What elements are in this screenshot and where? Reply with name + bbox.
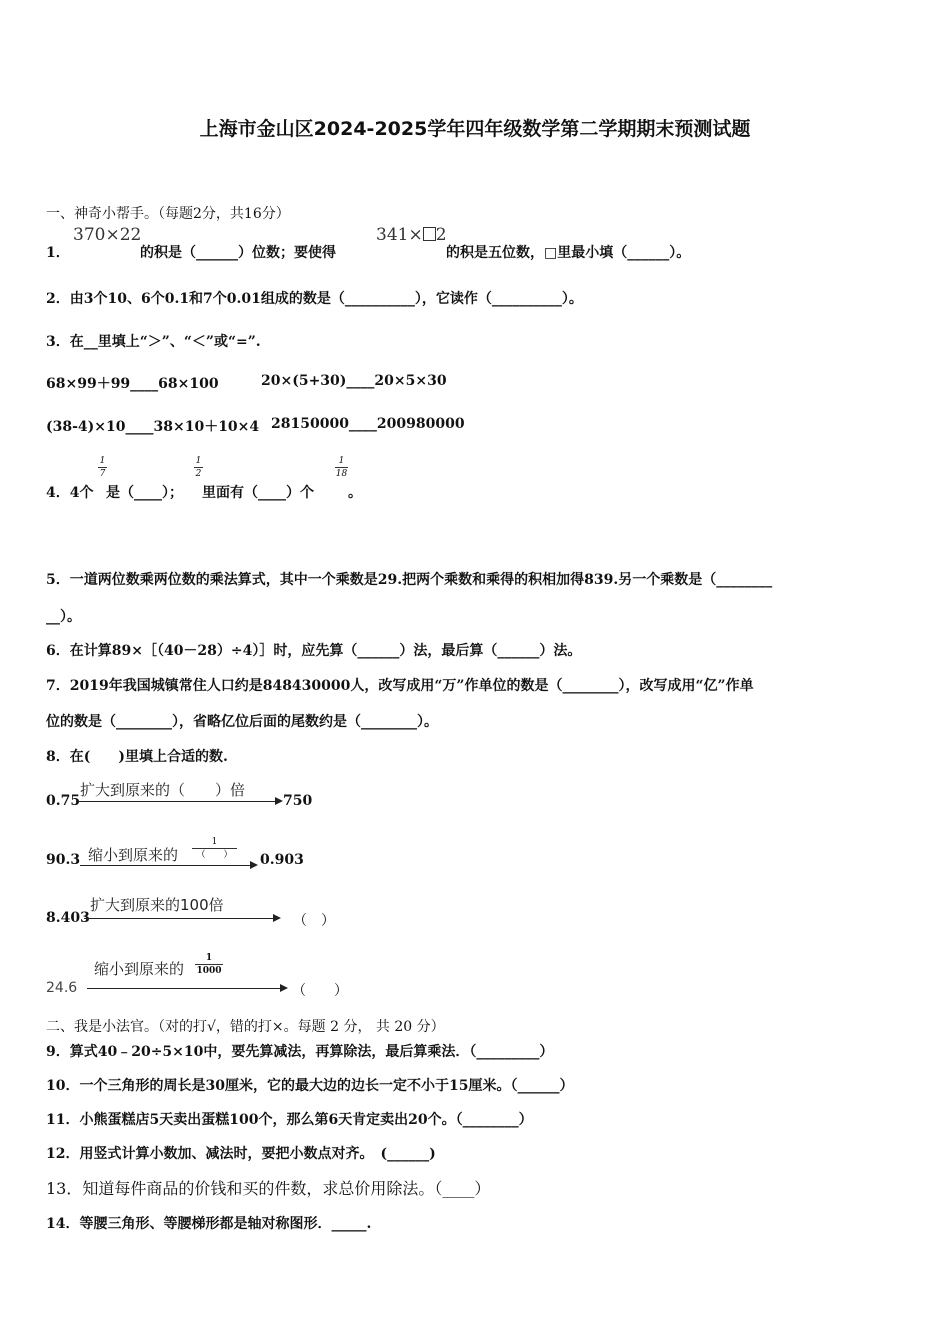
question-14: 14．等腰三角形、等腰梯形都是轴对称图形．_____. [46, 1216, 372, 1232]
q4-part3: 里面有（____）个 [202, 485, 314, 501]
q8-row3-end: （ ） [293, 913, 335, 929]
q4-f2-denominator: 2 [195, 469, 202, 479]
q4-fraction-2 [194, 456, 203, 479]
section-2-heading: 二、我是小法官。（对的打√，错的打×。每题 2 分， 共 20 分） [46, 1019, 445, 1035]
question-7-line-2: 位的数是（________），省略亿位后面的尾数约是（________）。 [46, 714, 438, 730]
q8-row2-start: 90.3 [46, 852, 81, 868]
q4-part4: 。 [348, 485, 362, 501]
q8-row2-fraction [192, 837, 237, 860]
question-2: 2．由3个10、6个0.1和7个0.01组成的数是（__________），它读作（__________）。 [46, 291, 583, 307]
q1-end-text: 的积是五位数，□里最小填（______）。 [446, 245, 691, 261]
q4-f3-numerator: 1 [338, 456, 345, 466]
q8-row2-label: 缩小到原来的 [88, 846, 179, 864]
q8-row3-start: 8.403 [46, 910, 90, 926]
question-9: 9．算式40﹣20÷5×10中，要先算减法，再算除法，最后算乘法．（_________） [46, 1044, 554, 1060]
question-12: 12．用竖式计算小数加、减法时，要把小数点对齐。 (______) [46, 1146, 436, 1162]
q8-row4-start: 24.6 [46, 980, 78, 996]
page-title: 上海市金山区2024-2025学年四年级数学第二学期期末预测试题 [199, 118, 751, 140]
q4-part1: 4．4个 [46, 485, 94, 501]
q3-row1-a: 68×99＋99____68×100 [46, 376, 219, 392]
q3-row2-b: 28150000____200980000 [271, 416, 465, 432]
q4-fraction-3 [335, 456, 348, 479]
q8-row2-frac-denominator: （ ） [196, 850, 233, 860]
q8-row1-label: 扩大到原来的（ ）倍 [80, 781, 246, 799]
question-5-line-1: 5．一道两位数乘两位数的乘法算式，其中一个乘数是29.把两个乘数和乘得的积相加得839.另一个乘数是（________ [46, 572, 773, 588]
q4-f1-numerator: 1 [99, 456, 106, 466]
q8-row3-arrow [84, 918, 279, 919]
q4-f2-numerator: 1 [195, 456, 202, 466]
q8-row3-label: 扩大到原来的100倍 [90, 896, 224, 914]
q4-f3-denominator: 18 [335, 469, 348, 479]
q1-middle-text: 的积是（______）位数；要使得 [140, 245, 336, 261]
question-5-line-2: __）。 [46, 609, 81, 625]
q8-row4-end: （ ） [292, 983, 348, 999]
q1-expr2-left: 341× [376, 225, 423, 245]
q3-row1-b: 20×(5+30)____20×5×30 [261, 373, 447, 389]
question-7-line-1: 7．2019年我国城镇常住人口约是848430000人，改写成用“万”作单位的数是（________），改写成用“亿”作单 [46, 678, 754, 694]
q8-row2-arrow [80, 865, 256, 866]
q8-row1-end: 750 [283, 793, 313, 809]
q1-expression-2 [376, 225, 447, 245]
question-6: 6．在计算89×［（40－28）÷4）］时，应先算（______）法，最后算（______）法。 [46, 643, 582, 659]
q3-row2-a: (38-4)×10____38×10＋10×4 [46, 419, 260, 435]
q4-fraction-1 [98, 456, 107, 479]
question-8: 8．在( )里填上合适的数. [46, 749, 228, 765]
q8-row4-frac-denominator: 1000 [196, 966, 222, 976]
question-13: 13．知道每件商品的价钱和买的件数，求总价用除法。（____） [46, 1179, 491, 1198]
q8-row4-frac-numerator: 1 [205, 953, 213, 963]
q4-part2: 是（____）； [106, 485, 183, 501]
q8-row4-arrow [87, 988, 286, 989]
question-11: 11．小熊蛋糕店5天卖出蛋糕100个，那么第6天肯定卖出20个。（________） [46, 1112, 533, 1128]
q8-row1-arrow [76, 801, 281, 802]
q8-row1-start: 0.75 [46, 793, 81, 809]
question-10: 10．一个三角形的周长是30厘米，它的最大边的边长一定不小于15厘米。（______） [46, 1078, 574, 1094]
q1-expr2-right: 2 [435, 225, 447, 245]
blank-box [423, 227, 436, 241]
question-3: 3．在__里填上“＞”、“＜”或“=”. [46, 334, 261, 350]
section-1-heading: 一、神奇小帮手。（每题2分，共16分） [46, 206, 290, 222]
q8-row4-label: 缩小到原来的 [94, 960, 185, 978]
q1-number: 1． [46, 245, 70, 261]
q1-expression-1: 370×22 [73, 225, 142, 245]
q8-row2-frac-numerator: 1 [211, 837, 218, 847]
q4-f1-denominator: 7 [99, 469, 106, 479]
q8-row4-fraction [195, 953, 223, 976]
q8-row2-end: 0.903 [260, 852, 304, 868]
question-1 [46, 242, 70, 262]
